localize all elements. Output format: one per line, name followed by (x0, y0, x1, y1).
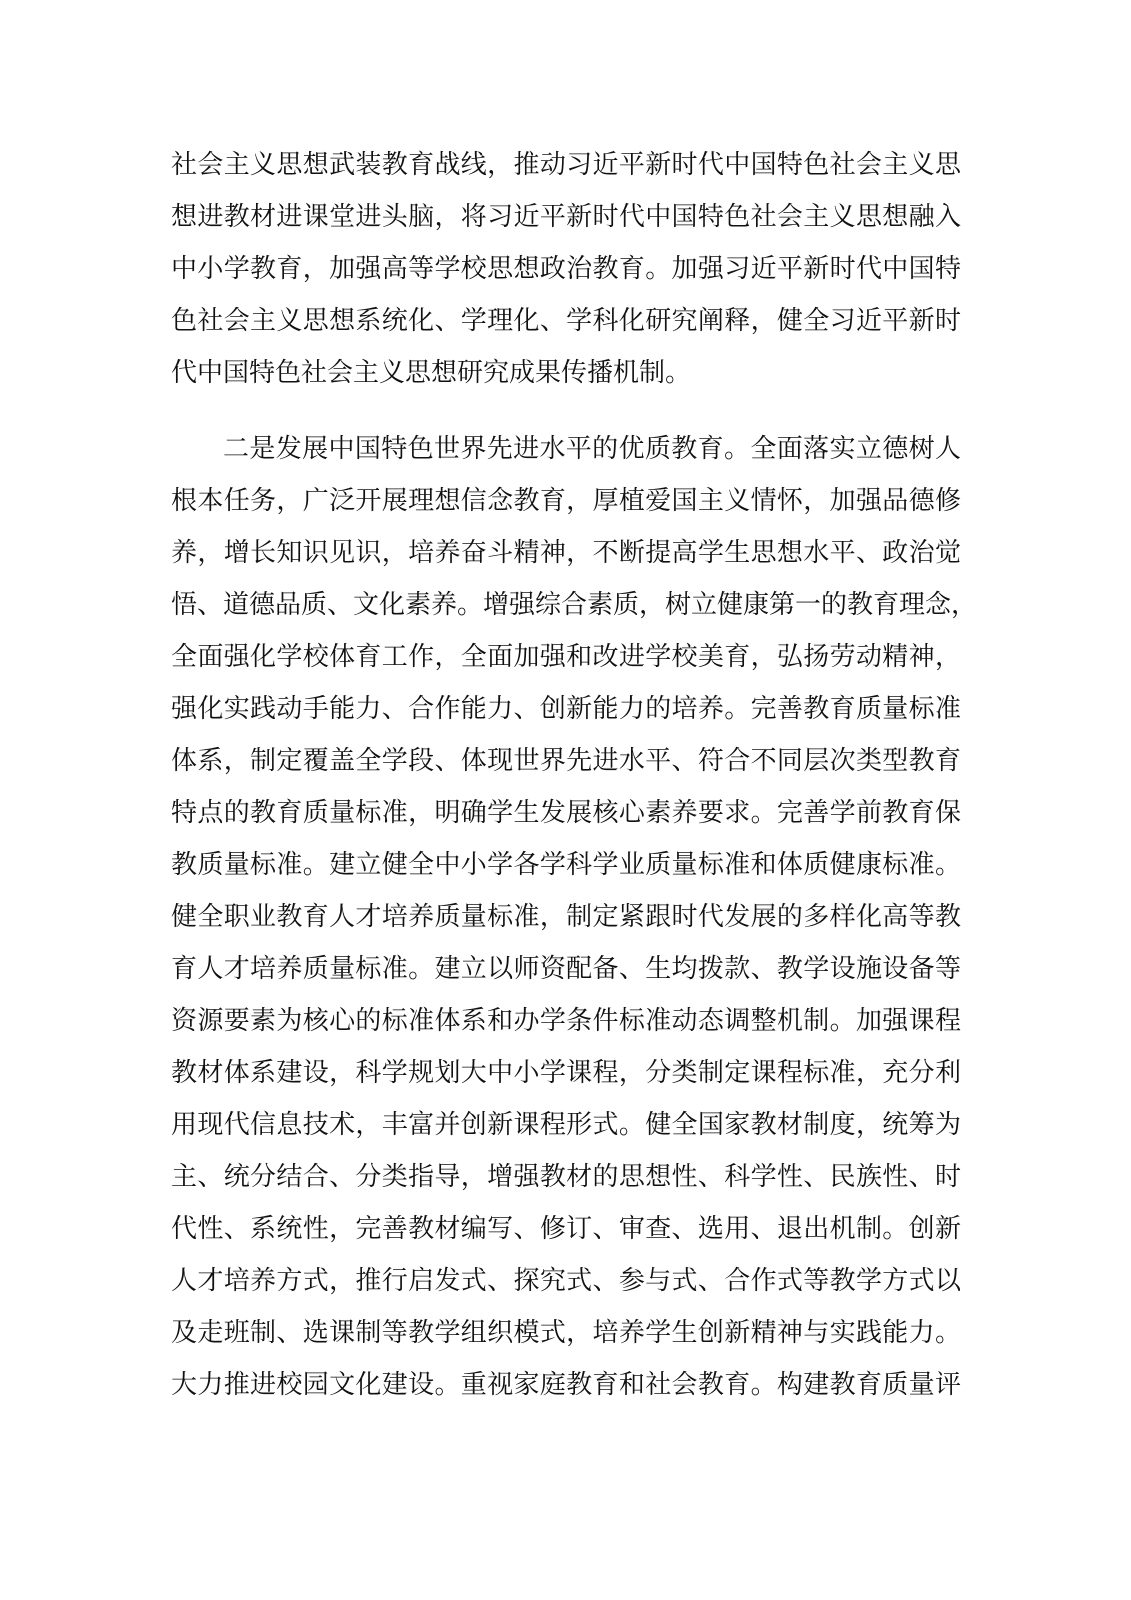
paragraph-line: 想进教材进课堂进头脑，将习近平新时代中国特色社会主义思想融入 (171, 202, 961, 232)
paragraph-line: 教材体系建设，科学规划大中小学课程，分类制定课程标准，充分利 (171, 1058, 961, 1088)
paragraph-line: 代性、系统性，完善教材编写、修订、审查、选用、退出机制。创新 (171, 1214, 961, 1244)
paragraph-line: 代中国特色社会主义思想研究成果传播机制。 (171, 358, 692, 388)
paragraph-line: 用现代信息技术，丰富并创新课程形式。健全国家教材制度，统筹为 (171, 1110, 961, 1140)
paragraph-line: 人才培养方式，推行启发式、探究式、参与式、合作式等教学方式以 (171, 1266, 961, 1296)
paragraph-line: 悟、道德品质、文化素养。增强综合素质，树立健康第一的教育理念， (171, 590, 978, 620)
paragraph-line: 育人才培养质量标准。建立以师资配备、生均拨款、教学设施设备等 (171, 954, 961, 984)
paragraph-line: 二是发展中国特色世界先进水平的优质教育。全面落实立德树人 (223, 434, 961, 464)
paragraph-line: 及走班制、选课制等教学组织模式，培养学生创新精神与实践能力。 (171, 1318, 961, 1348)
paragraph-line: 健全职业教育人才培养质量标准，制定紧跟时代发展的多样化高等教 (171, 902, 961, 932)
paragraph-line: 主、统分结合、分类指导，增强教材的思想性、科学性、民族性、时 (171, 1162, 961, 1192)
paragraph-line: 中小学教育，加强高等学校思想政治教育。加强习近平新时代中国特 (171, 254, 961, 284)
paragraph-line: 养，增长知识见识，培养奋斗精神，不断提高学生思想水平、政治觉 (171, 538, 961, 568)
paragraph-line: 体系，制定覆盖全学段、体现世界先进水平、符合不同层次类型教育 (171, 746, 961, 776)
paragraph-line: 教质量标准。建立健全中小学各学科学业质量标准和体质健康标准。 (171, 850, 961, 880)
paragraph-line: 社会主义思想武装教育战线，推动习近平新时代中国特色社会主义思 (171, 150, 961, 180)
paragraph-line: 资源要素为核心的标准体系和办学条件标准动态调整机制。加强课程 (171, 1006, 961, 1036)
paragraph-line: 大力推进校园文化建设。重视家庭教育和社会教育。构建教育质量评 (171, 1370, 961, 1400)
paragraph-line: 根本任务，广泛开展理想信念教育，厚植爱国主义情怀，加强品德修 (171, 486, 961, 516)
paragraph-line: 强化实践动手能力、合作能力、创新能力的培养。完善教育质量标准 (171, 694, 961, 724)
paragraph-line: 色社会主义思想系统化、学理化、学科化研究阐释，健全习近平新时 (171, 306, 961, 336)
paragraph-line: 特点的教育质量标准，明确学生发展核心素养要求。完善学前教育保 (171, 798, 961, 828)
paragraph-line: 全面强化学校体育工作，全面加强和改进学校美育，弘扬劳动精神， (171, 642, 961, 672)
